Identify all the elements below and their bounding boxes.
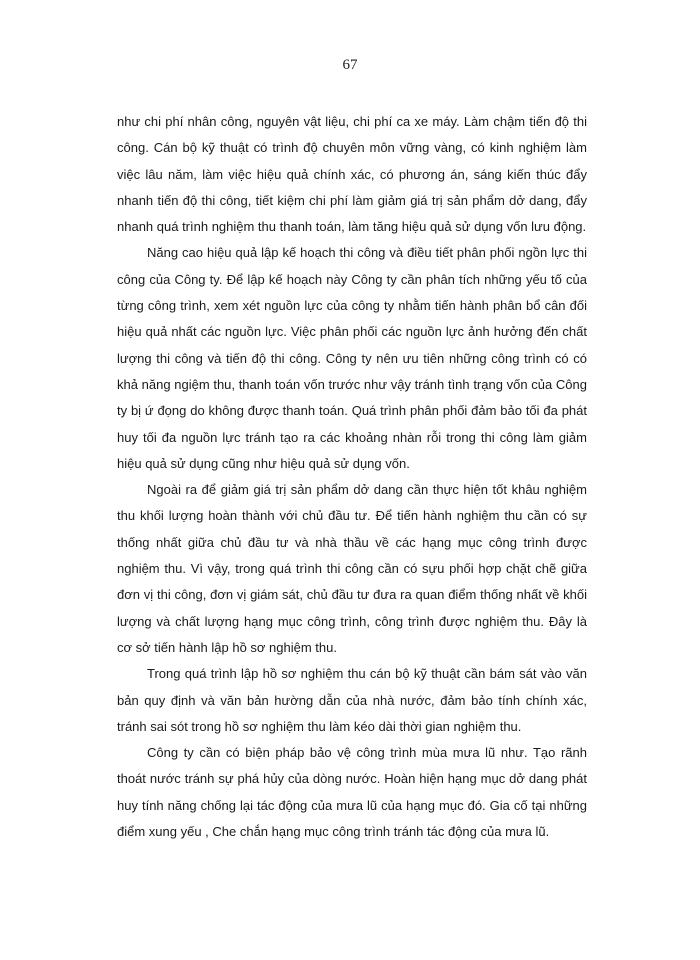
- body-text: [117, 109, 587, 845]
- paragraph-acceptance-dossier: Trong quá trình lập hồ sơ nghiệm thu cán bộ kỹ thuật cần bám sát vào văn bản quy định và văn bản hường dẫn của nhà nước, đảm bảo tính chính xác, tránh sai sót trong hồ sơ nghiệm thu làm kéo dài thời gian nghiệm thu.: [117, 666, 587, 734]
- page-number: 67: [342, 57, 358, 73]
- paragraph-flood-protection: Công ty cần có biện pháp bảo vệ công trình mùa mưa lũ như. Tạo rãnh thoát nước tránh sự phá hủy của dòng nước. Hoàn hiện hạng mục dở dang phát huy tính năng chống lại tác động của mưa lũ của hạng mục đó. Gia cố tại những điểm xung yếu , Che chắn hạng mục công trình tránh tác động của mưa lũ.: [117, 745, 587, 840]
- paragraph-continuation: như chi phí nhân công, nguyên vật liệu, chi phí ca xe máy. Làm chậm tiến độ thi công. Cán bộ kỹ thuật có trình độ chuyên môn vững vàng, có kinh nghiệm làm việc lâu năm, làm việc hiệu quả chính xác, có phương án, sáng kiến thúc đẩy nhanh tiến độ thi công, tiết kiệm chi phí làm giảm giá trị sản phẩm dở dang, đẩy nhanh quá trình nghiệm thu thanh toán, làm tăng hiệu quả sử dụng vốn lưu động.: [117, 114, 587, 235]
- paragraph-construction-planning: Năng cao hiệu quả lập kế hoạch thi công và điều tiết phân phối ngồn lực thi công của Công ty. Để lập kế hoạch này Công ty cần phân tích những yếu tố của từng công trình, xem xét nguồn lực của công ty nhằm tiến hành phân bổ cân đối hiệu quả nhất các nguồn lực. Việc phân phối các nguồn lực ảnh hưởng đến chất lượng thi công và tiến độ thi công. Công ty nên ưu tiên những công trình có có khả năng ngiệm thu, thanh toán vốn trước như vậy tránh tình trạng vốn của Công ty bị ứ đọng do không được thanh toán. Quá trình phân phối đảm bảo tối đa phát huy tối đa nguồn lực tránh tạo ra các khoảng nhàn rỗi trong thi công làm giảm hiệu quả sử dụng cũng như hiệu quả sử dụng vốn.: [117, 245, 587, 471]
- paragraph-acceptance-volume: Ngoài ra để giảm giá trị sản phẩm dở dang cần thực hiện tốt khâu nghiệm thu khối lượng hoàn thành với chủ đầu tư. Để tiến hành nghiệm thu cần có sự thống nhất giữa chủ đầu tư và nhà thầu về các hạng mục công trình được nghiệm thu. Vì vậy, trong quá trình thi công cần có sựu phối hợp chặt chẽ giữa đơn vị thi công, đơn vị giám sát, chủ đầu tư đưa ra quan điểm thống nhất về khối lượng và chất lượng hạng mục công trình, công trình được nghiệm thu. Đây là cơ sở tiến hành lập hồ sơ nghiệm thu.: [117, 482, 587, 655]
